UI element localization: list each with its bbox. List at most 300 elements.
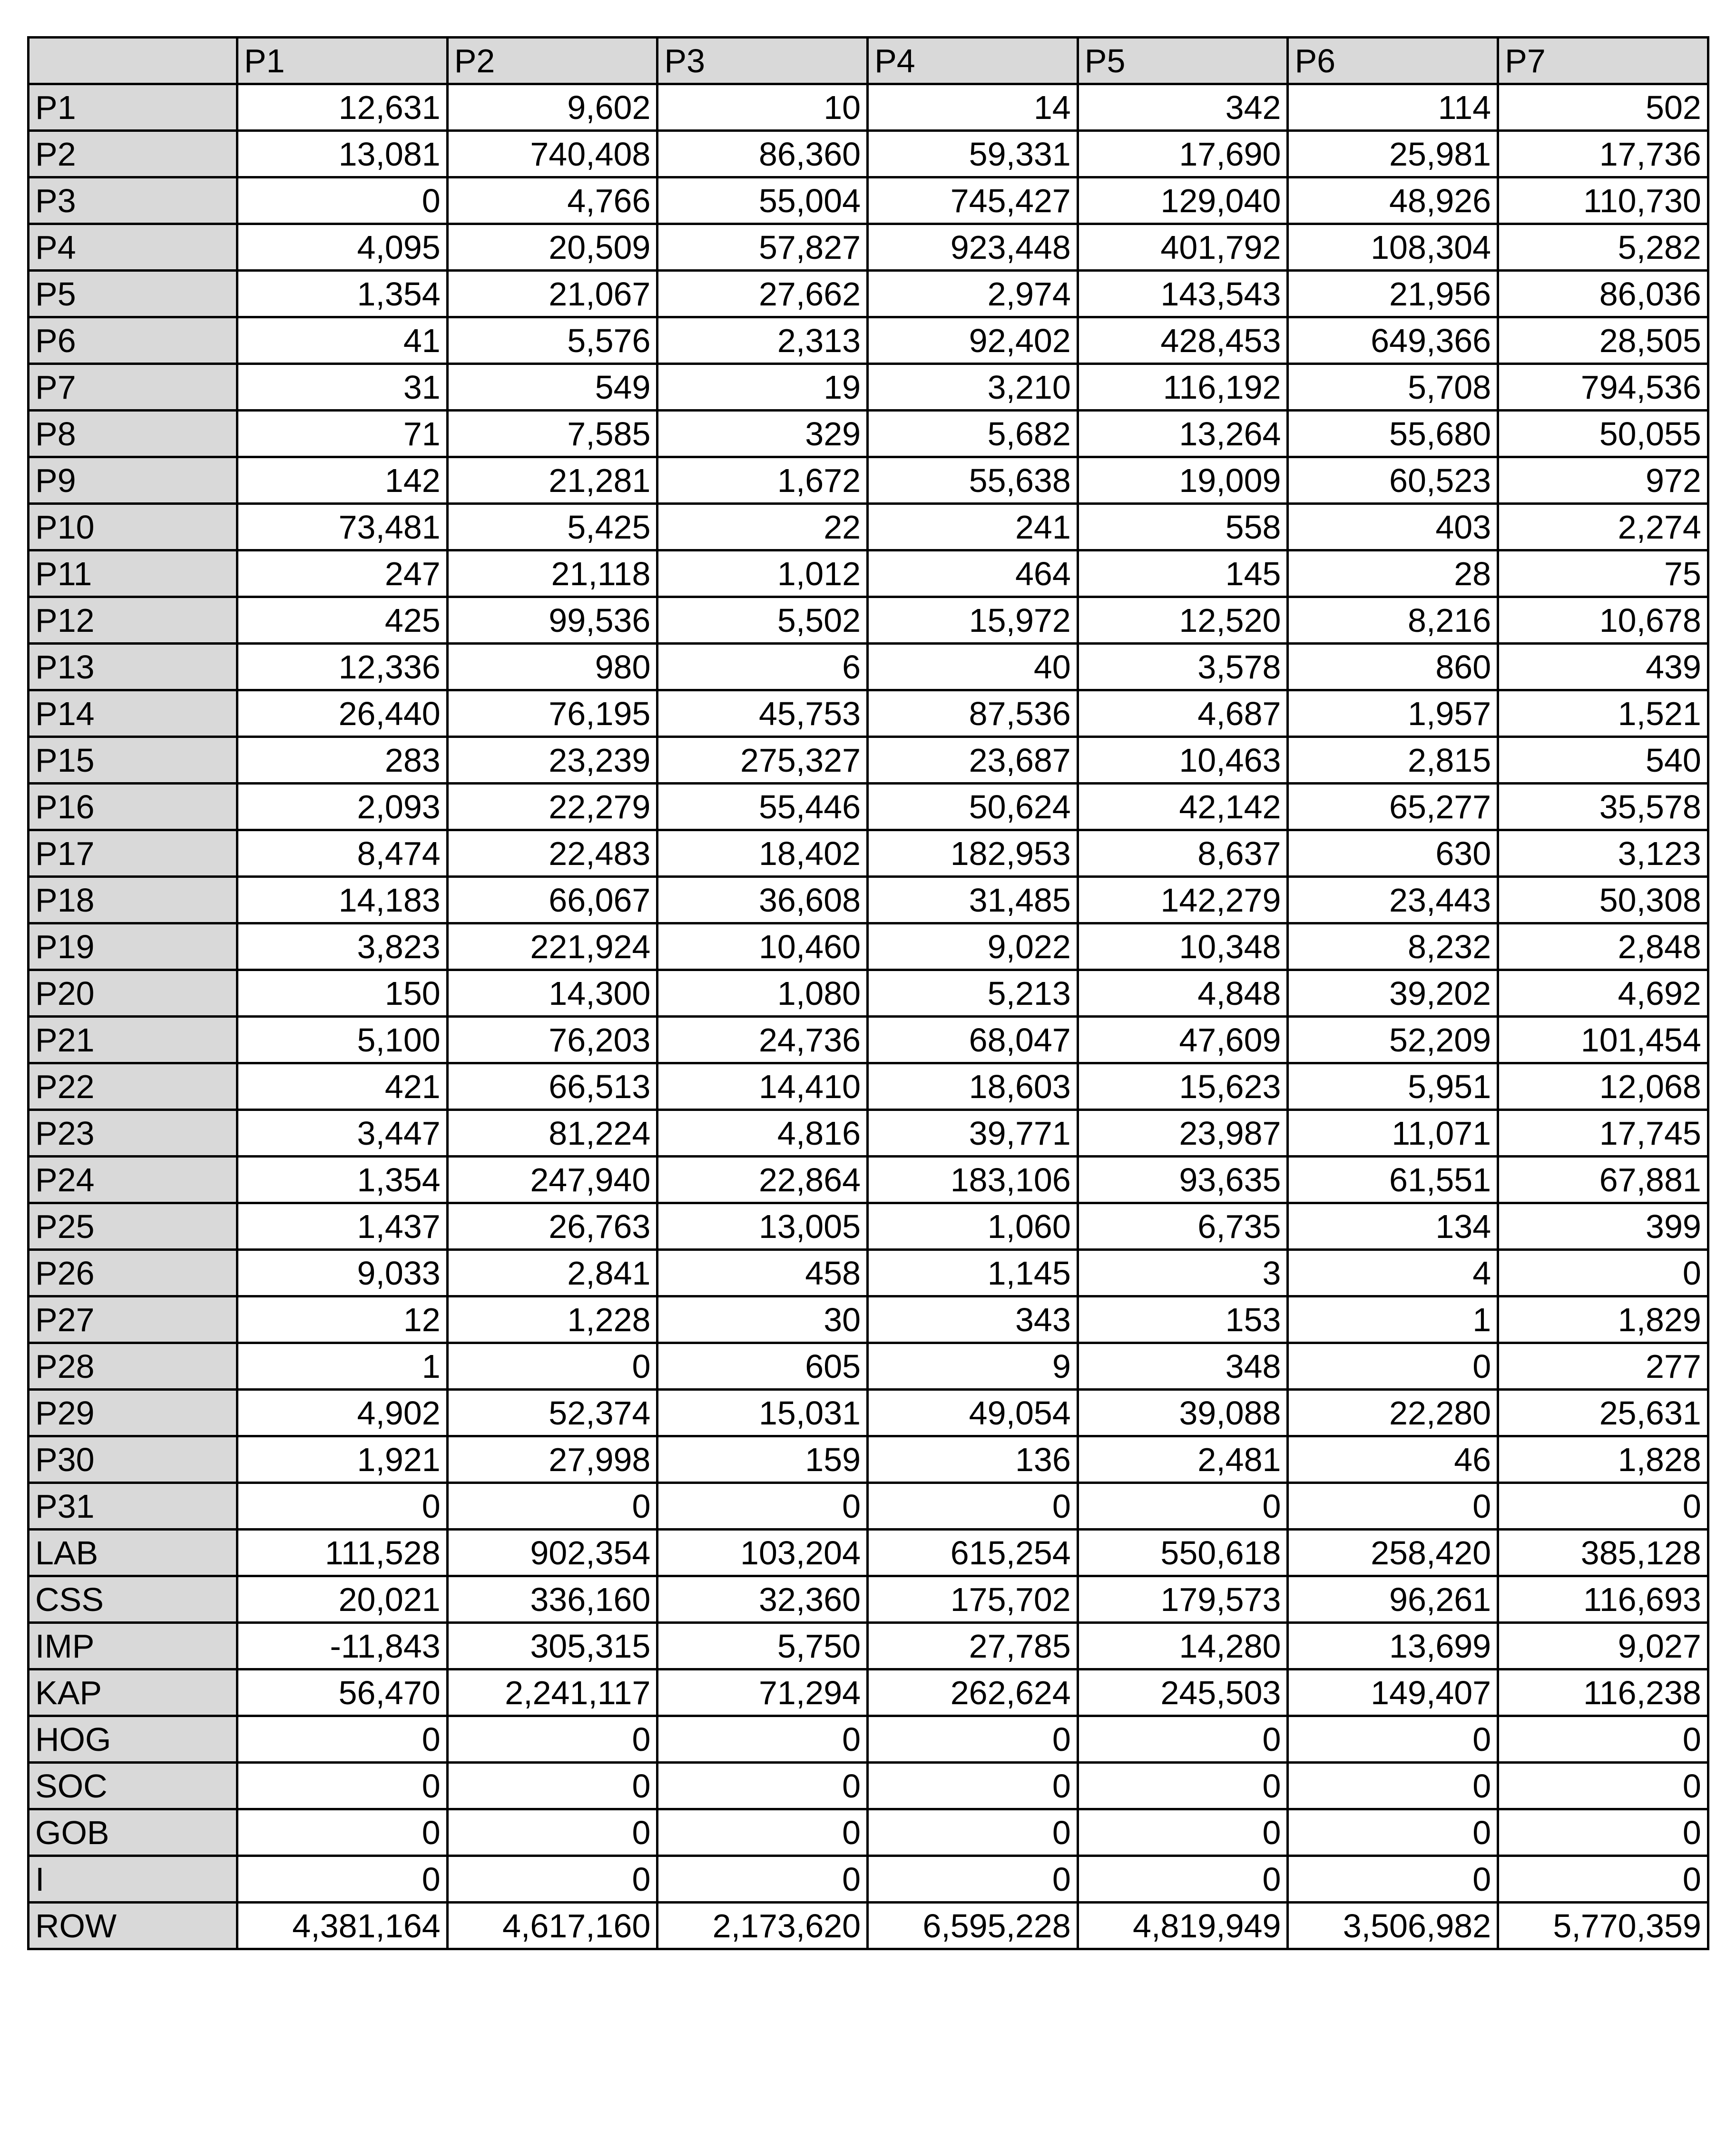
table-cell: 0	[447, 1809, 657, 1856]
table-cell: 71,294	[657, 1669, 868, 1716]
table-cell: 0	[657, 1716, 868, 1763]
table-cell: 55,680	[1288, 411, 1498, 457]
row-label: P17	[29, 830, 237, 877]
table-cell: 66,513	[447, 1063, 657, 1110]
row-label: P22	[29, 1063, 237, 1110]
table-cell: 245,503	[1078, 1669, 1288, 1716]
table-cell: 55,446	[657, 784, 868, 830]
table-row	[29, 1530, 1708, 1576]
table-cell: 247,940	[447, 1157, 657, 1203]
table-cell: 0	[1288, 1716, 1498, 1763]
table-cell: 12,068	[1498, 1063, 1708, 1110]
table-cell: 108,304	[1288, 224, 1498, 271]
column-header: P6	[1288, 38, 1498, 84]
table-cell: 0	[657, 1483, 868, 1530]
table-cell: 2,841	[447, 1250, 657, 1296]
table-cell: 3,210	[868, 364, 1078, 411]
table-cell: 283	[237, 737, 448, 784]
table-cell: 0	[447, 1763, 657, 1809]
row-label: P20	[29, 970, 237, 1017]
table-cell: 740,408	[447, 131, 657, 177]
table-cell: 0	[1498, 1483, 1708, 1530]
table-cell: 17,745	[1498, 1110, 1708, 1157]
row-label: P31	[29, 1483, 237, 1530]
table-cell: 86,036	[1498, 271, 1708, 317]
table-cell: 1,080	[657, 970, 868, 1017]
table-cell: 0	[1498, 1763, 1708, 1809]
row-label: P18	[29, 877, 237, 923]
table-row	[29, 271, 1708, 317]
table-cell: 39,088	[1078, 1390, 1288, 1436]
table-row	[29, 1063, 1708, 1110]
table-cell: 558	[1078, 504, 1288, 550]
table-row	[29, 504, 1708, 550]
table-cell: 5,750	[657, 1623, 868, 1669]
table-cell: 336,160	[447, 1576, 657, 1623]
table-cell: 0	[1078, 1856, 1288, 1903]
table-cell: 60,523	[1288, 457, 1498, 504]
table-cell: 19,009	[1078, 457, 1288, 504]
table-row	[29, 1157, 1708, 1203]
table-cell: 9,027	[1498, 1623, 1708, 1669]
row-label: P8	[29, 411, 237, 457]
table-cell: 67,881	[1498, 1157, 1708, 1203]
table-cell: 425	[237, 597, 448, 644]
row-label: P19	[29, 923, 237, 970]
column-header: P7	[1498, 38, 1708, 84]
table-cell: 9,602	[447, 84, 657, 131]
row-label: P15	[29, 737, 237, 784]
table-cell: 649,366	[1288, 317, 1498, 364]
table-cell: 540	[1498, 737, 1708, 784]
table-cell: 42,142	[1078, 784, 1288, 830]
table-row	[29, 364, 1708, 411]
table-row	[29, 597, 1708, 644]
table-cell: 0	[1498, 1856, 1708, 1903]
table-row	[29, 1110, 1708, 1157]
table-row	[29, 1296, 1708, 1343]
table-cell: 794,536	[1498, 364, 1708, 411]
table-cell: 96,261	[1288, 1576, 1498, 1623]
table-cell: 1,060	[868, 1203, 1078, 1250]
table-cell: 30	[657, 1296, 868, 1343]
table-cell: 86,360	[657, 131, 868, 177]
table-cell: 15,623	[1078, 1063, 1288, 1110]
table-cell: 902,354	[447, 1530, 657, 1576]
table-cell: 35,578	[1498, 784, 1708, 830]
table-cell: 116,693	[1498, 1576, 1708, 1623]
table-cell: 46	[1288, 1436, 1498, 1483]
table-cell: 262,624	[868, 1669, 1078, 1716]
table-row	[29, 877, 1708, 923]
table-cell: 1,228	[447, 1296, 657, 1343]
row-label: I	[29, 1856, 237, 1903]
table-cell: 630	[1288, 830, 1498, 877]
table-cell: 50,308	[1498, 877, 1708, 923]
table-cell: 15,972	[868, 597, 1078, 644]
table-cell: 1,521	[1498, 690, 1708, 737]
table-cell: 0	[1498, 1809, 1708, 1856]
table-row	[29, 1576, 1708, 1623]
table-cell: 183,106	[868, 1157, 1078, 1203]
table-cell: 22	[657, 504, 868, 550]
row-label: P2	[29, 131, 237, 177]
table-cell: 50,624	[868, 784, 1078, 830]
table-cell: 101,454	[1498, 1017, 1708, 1063]
table-cell: 0	[237, 1763, 448, 1809]
table-cell: 247	[237, 550, 448, 597]
table-cell: 23,687	[868, 737, 1078, 784]
table-cell: 31,485	[868, 877, 1078, 923]
table-row	[29, 84, 1708, 131]
table-cell: 1,145	[868, 1250, 1078, 1296]
table-cell: 4,816	[657, 1110, 868, 1157]
row-label: LAB	[29, 1530, 237, 1576]
table-cell: 36,608	[657, 877, 868, 923]
table-cell: 13,264	[1078, 411, 1288, 457]
table-cell: 0	[447, 1343, 657, 1390]
table-cell: 145	[1078, 550, 1288, 597]
table-cell: 0	[657, 1763, 868, 1809]
table-cell: 47,609	[1078, 1017, 1288, 1063]
table-cell: 19	[657, 364, 868, 411]
table-cell: 3	[1078, 1250, 1288, 1296]
table-row	[29, 1856, 1708, 1903]
table-cell: 27,662	[657, 271, 868, 317]
table-cell: 179,573	[1078, 1576, 1288, 1623]
table-cell: 99,536	[447, 597, 657, 644]
table-row	[29, 1716, 1708, 1763]
row-label: ROW	[29, 1903, 237, 1949]
table-cell: 10,463	[1078, 737, 1288, 784]
row-label: P9	[29, 457, 237, 504]
table-cell: 17,690	[1078, 131, 1288, 177]
row-label: P13	[29, 644, 237, 690]
row-label: P27	[29, 1296, 237, 1343]
table-cell: 27,785	[868, 1623, 1078, 1669]
table-cell: 3,123	[1498, 830, 1708, 877]
table-cell: 0	[1078, 1483, 1288, 1530]
table-cell: 39,202	[1288, 970, 1498, 1017]
table-cell: 0	[657, 1809, 868, 1856]
table-row	[29, 1343, 1708, 1390]
row-label: CSS	[29, 1576, 237, 1623]
table-cell: 134	[1288, 1203, 1498, 1250]
table-cell: 5,682	[868, 411, 1078, 457]
table-cell: 605	[657, 1343, 868, 1390]
table-cell: 28	[1288, 550, 1498, 597]
table-cell: 329	[657, 411, 868, 457]
table-cell: 464	[868, 550, 1078, 597]
corner-cell	[29, 38, 237, 84]
table-cell: 0	[868, 1856, 1078, 1903]
table-row	[29, 1017, 1708, 1063]
table-cell: 23,443	[1288, 877, 1498, 923]
row-label: HOG	[29, 1716, 237, 1763]
table-cell: 221,924	[447, 923, 657, 970]
table-cell: 71	[237, 411, 448, 457]
table-cell: 502	[1498, 84, 1708, 131]
table-cell: 11,071	[1288, 1110, 1498, 1157]
table-cell: 2,093	[237, 784, 448, 830]
row-label: P23	[29, 1110, 237, 1157]
table-cell: 111,528	[237, 1530, 448, 1576]
table-cell: 5,502	[657, 597, 868, 644]
table-cell: 55,638	[868, 457, 1078, 504]
table-cell: 0	[868, 1809, 1078, 1856]
table-cell: 41	[237, 317, 448, 364]
table-cell: 5,282	[1498, 224, 1708, 271]
table-cell: 8,474	[237, 830, 448, 877]
row-label: SOC	[29, 1763, 237, 1809]
table-cell: 13,699	[1288, 1623, 1498, 1669]
table-cell: 1,829	[1498, 1296, 1708, 1343]
table-cell: 3,823	[237, 923, 448, 970]
table-cell: 65,277	[1288, 784, 1498, 830]
table-cell: 5,770,359	[1498, 1903, 1708, 1949]
table-cell: 23,987	[1078, 1110, 1288, 1157]
table-cell: 18,603	[868, 1063, 1078, 1110]
table-cell: 28,505	[1498, 317, 1708, 364]
table-cell: 0	[1078, 1763, 1288, 1809]
table-cell: 745,427	[868, 177, 1078, 224]
table-cell: 110,730	[1498, 177, 1708, 224]
table-row	[29, 1903, 1708, 1949]
table-cell: 0	[237, 1483, 448, 1530]
table-cell: 21,067	[447, 271, 657, 317]
table-cell: 972	[1498, 457, 1708, 504]
table-cell: 1	[237, 1343, 448, 1390]
table-row	[29, 411, 1708, 457]
table-cell: 0	[1498, 1716, 1708, 1763]
table-cell: 5,213	[868, 970, 1078, 1017]
table-cell: 10,348	[1078, 923, 1288, 970]
table-cell: 10	[657, 84, 868, 131]
table-cell: 14	[868, 84, 1078, 131]
table-cell: 3,447	[237, 1110, 448, 1157]
table-cell: 153	[1078, 1296, 1288, 1343]
table-cell: 2,241,117	[447, 1669, 657, 1716]
table-cell: 66,067	[447, 877, 657, 923]
table-cell: 49,054	[868, 1390, 1078, 1436]
row-label: P28	[29, 1343, 237, 1390]
table-cell: 136	[868, 1436, 1078, 1483]
table-cell: 549	[447, 364, 657, 411]
table-row	[29, 1623, 1708, 1669]
table-row	[29, 224, 1708, 271]
table-cell: 615,254	[868, 1530, 1078, 1576]
table-cell: 52,374	[447, 1390, 657, 1436]
table-cell: 25,631	[1498, 1390, 1708, 1436]
column-header: P5	[1078, 38, 1288, 84]
table-cell: 2,815	[1288, 737, 1498, 784]
table-cell: 2,313	[657, 317, 868, 364]
table-cell: 14,183	[237, 877, 448, 923]
table-cell: 4,766	[447, 177, 657, 224]
column-header: P2	[447, 38, 657, 84]
table-cell: 0	[1288, 1856, 1498, 1903]
column-header: P4	[868, 38, 1078, 84]
table-cell: 0	[447, 1716, 657, 1763]
table-cell: 385,128	[1498, 1530, 1708, 1576]
table-body	[29, 84, 1708, 1949]
table-cell: 860	[1288, 644, 1498, 690]
table-cell: 56,470	[237, 1669, 448, 1716]
table-cell: 52,209	[1288, 1017, 1498, 1063]
table-cell: 348	[1078, 1343, 1288, 1390]
table-cell: 1,672	[657, 457, 868, 504]
table-cell: 980	[447, 644, 657, 690]
column-header: P3	[657, 38, 868, 84]
data-table	[27, 36, 1709, 1950]
table-cell: 81,224	[447, 1110, 657, 1157]
table-cell: 0	[1498, 1250, 1708, 1296]
table-cell: 0	[237, 177, 448, 224]
row-label: P4	[29, 224, 237, 271]
table-cell: 2,481	[1078, 1436, 1288, 1483]
table-cell: 15,031	[657, 1390, 868, 1436]
table-cell: 21,281	[447, 457, 657, 504]
table-row	[29, 177, 1708, 224]
table-cell: 12,520	[1078, 597, 1288, 644]
table-cell: 401,792	[1078, 224, 1288, 271]
row-label: KAP	[29, 1669, 237, 1716]
table-cell: 1,828	[1498, 1436, 1708, 1483]
table-cell: 17,736	[1498, 131, 1708, 177]
table-cell: 40	[868, 644, 1078, 690]
row-label: IMP	[29, 1623, 237, 1669]
table-cell: 4,819,949	[1078, 1903, 1288, 1949]
table-cell: 399	[1498, 1203, 1708, 1250]
table-cell: 142,279	[1078, 877, 1288, 923]
column-header: P1	[237, 38, 448, 84]
table-cell: 14,300	[447, 970, 657, 1017]
table-cell: 50,055	[1498, 411, 1708, 457]
table-cell: 92,402	[868, 317, 1078, 364]
table-cell: 114	[1288, 84, 1498, 131]
table-cell: 32,360	[657, 1576, 868, 1623]
table-cell: 458	[657, 1250, 868, 1296]
table-cell: 4,902	[237, 1390, 448, 1436]
row-label: P29	[29, 1390, 237, 1436]
table-cell: 129,040	[1078, 177, 1288, 224]
table-row	[29, 1250, 1708, 1296]
table-cell: 182,953	[868, 830, 1078, 877]
table-cell: 31	[237, 364, 448, 411]
table-cell: 150	[237, 970, 448, 1017]
table-cell: 12	[237, 1296, 448, 1343]
table-cell: 0	[447, 1856, 657, 1903]
table-row	[29, 1669, 1708, 1716]
table-cell: 12,336	[237, 644, 448, 690]
table-cell: 22,864	[657, 1157, 868, 1203]
table-row	[29, 970, 1708, 1017]
table-cell: 258,420	[1288, 1530, 1498, 1576]
table-row	[29, 737, 1708, 784]
table-cell: 550,618	[1078, 1530, 1288, 1576]
table-cell: 57,827	[657, 224, 868, 271]
table-cell: 61,551	[1288, 1157, 1498, 1203]
table-row	[29, 1809, 1708, 1856]
table-cell: 12,631	[237, 84, 448, 131]
table-cell: 2,274	[1498, 504, 1708, 550]
table-cell: 439	[1498, 644, 1708, 690]
table-cell: 20,509	[447, 224, 657, 271]
row-label: P7	[29, 364, 237, 411]
table-cell: -11,843	[237, 1623, 448, 1669]
table-row	[29, 1763, 1708, 1809]
row-label: P21	[29, 1017, 237, 1063]
table-cell: 20,021	[237, 1576, 448, 1623]
row-label: P5	[29, 271, 237, 317]
table-cell: 8,216	[1288, 597, 1498, 644]
table-cell: 87,536	[868, 690, 1078, 737]
row-label: GOB	[29, 1809, 237, 1856]
table-cell: 0	[1288, 1483, 1498, 1530]
table-cell: 428,453	[1078, 317, 1288, 364]
row-label: P6	[29, 317, 237, 364]
table-cell: 421	[237, 1063, 448, 1110]
table-cell: 175,702	[868, 1576, 1078, 1623]
row-label: P3	[29, 177, 237, 224]
table-cell: 22,483	[447, 830, 657, 877]
table-cell: 143,543	[1078, 271, 1288, 317]
table-cell: 1,437	[237, 1203, 448, 1250]
table-cell: 2,974	[868, 271, 1078, 317]
table-cell: 73,481	[237, 504, 448, 550]
table-cell: 0	[1078, 1716, 1288, 1763]
table-cell: 0	[1288, 1763, 1498, 1809]
table-cell: 0	[237, 1809, 448, 1856]
table-row	[29, 690, 1708, 737]
table-cell: 0	[237, 1856, 448, 1903]
table-cell: 0	[868, 1763, 1078, 1809]
table-cell: 59,331	[868, 131, 1078, 177]
table-cell: 22,280	[1288, 1390, 1498, 1436]
table-cell: 159	[657, 1436, 868, 1483]
table-cell: 24,736	[657, 1017, 868, 1063]
table-cell: 13,081	[237, 131, 448, 177]
table-cell: 1,354	[237, 1157, 448, 1203]
table-cell: 5,100	[237, 1017, 448, 1063]
table-cell: 275,327	[657, 737, 868, 784]
table-cell: 1	[1288, 1296, 1498, 1343]
table-cell: 10,460	[657, 923, 868, 970]
table-cell: 342	[1078, 84, 1288, 131]
table-cell: 4,692	[1498, 970, 1708, 1017]
table-cell: 45,753	[657, 690, 868, 737]
table-cell: 103,204	[657, 1530, 868, 1576]
table-cell: 14,280	[1078, 1623, 1288, 1669]
table-row	[29, 1390, 1708, 1436]
table-cell: 23,239	[447, 737, 657, 784]
table-cell: 25,981	[1288, 131, 1498, 177]
table-cell: 18,402	[657, 830, 868, 877]
table-cell: 4	[1288, 1250, 1498, 1296]
table-row	[29, 784, 1708, 830]
row-label: P25	[29, 1203, 237, 1250]
table-cell: 343	[868, 1296, 1078, 1343]
row-label: P14	[29, 690, 237, 737]
table-cell: 923,448	[868, 224, 1078, 271]
table-cell: 305,315	[447, 1623, 657, 1669]
header-row	[29, 38, 1708, 84]
table-cell: 0	[237, 1716, 448, 1763]
row-label: P12	[29, 597, 237, 644]
table-row	[29, 131, 1708, 177]
table-cell: 27,998	[447, 1436, 657, 1483]
table-cell: 3,506,982	[1288, 1903, 1498, 1949]
